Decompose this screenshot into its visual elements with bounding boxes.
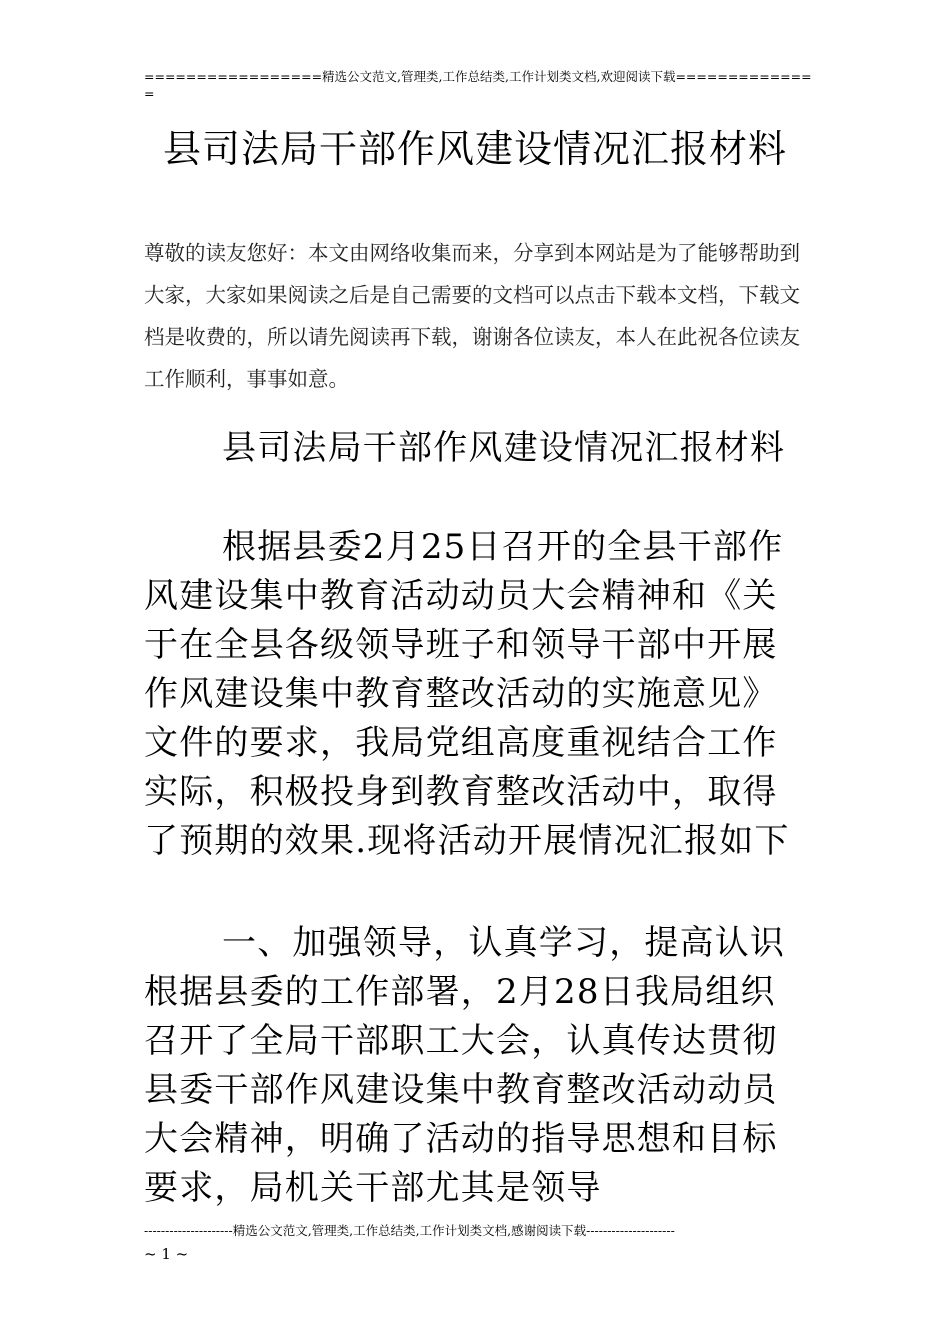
page-number: ~ 1 ~ — [144, 1245, 189, 1263]
body-paragraph-section-one: 一、加强领导，认真学习，提高认识根据县委的工作部署，2月28日我局组织召开了全局干部职工大会，认真传达贯彻县委干部作风建设集中教育整改活动动员大会精神，明确了活动的指导思想和目标要求，局机关干部尤其是领导 — [144, 923, 786, 1208]
body-paragraph-intro: 根据县委2月25日召开的全县干部作风建设集中教育活动动员大会精神和《关于在全县各级领导班子和领导干部中开展作风建设集中教育整改活动的实施意见》文件的要求，我局党组高度重视结合工作实际，积极投身到教育整改活动中，取得了预期的效果.现将活动开展情况汇报如下 — [144, 527, 790, 861]
footer-banner: ---------------------精选公文范文,管理类,工作总结类,工作计划类文档,感谢阅读下载--------------------- — [144, 1223, 675, 1238]
body-paragraph-heading: 县司法局干部作风建设情况汇报材料 — [222, 428, 786, 468]
document-title: 县司法局干部作风建设情况汇报材料 — [162, 127, 787, 171]
header-banner: =================精选公文范文,管理类,工作总结类,工作计划类文档,欢迎阅读下载============== — [144, 69, 812, 101]
reader-notice: 尊敬的读友您好：本文由网络收集而来，分享到本网站是为了能够帮助到大家，大家如果阅读之后是自己需要的文档可以点击下载本文档，下载文档是收费的，所以请先阅读再下载，谢谢各位读友，本人在此祝各位读友工作顺利，事事如意。 — [144, 241, 800, 391]
